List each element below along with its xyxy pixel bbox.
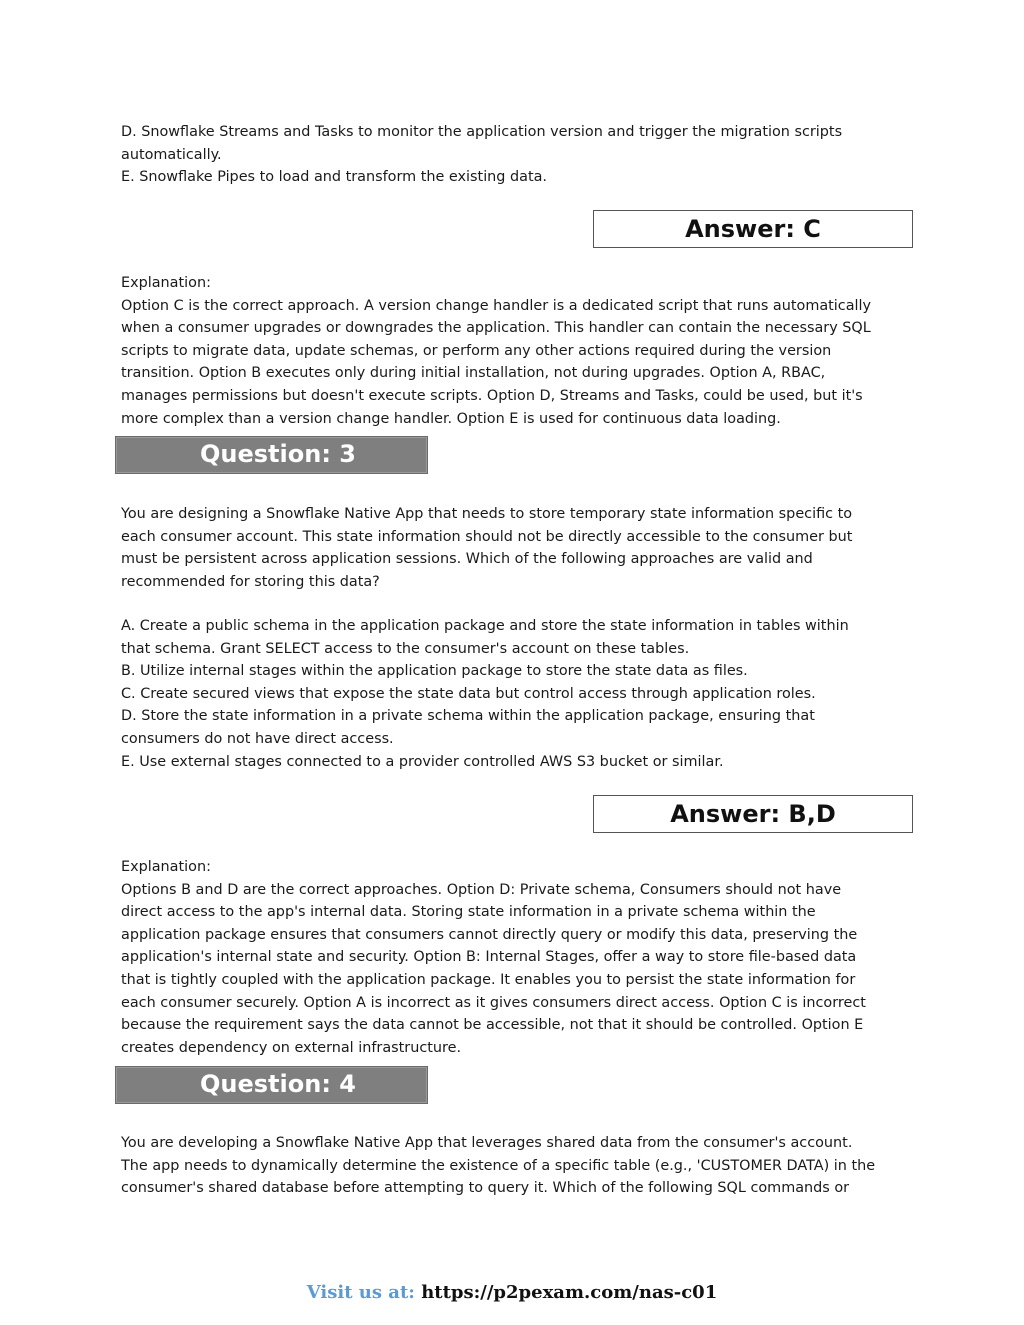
question-title: Question: 4 [200, 1070, 356, 1098]
explanation-line: Option C is the correct approach. A version change handler is a dedicated script that runs automatically [121, 297, 872, 314]
question-line: each consumer account. This state information should not be directly accessible to the consumer but [121, 528, 853, 545]
footer-label: Visit us at: [306, 1282, 415, 1303]
answer-text: Answer: B,D [670, 800, 836, 828]
explanation-label: Explanation: [121, 275, 211, 291]
explanation-1 [121, 272, 901, 430]
option-line: E. Snowflake Pipes to load and transform the existing data. [121, 169, 548, 186]
answer-box [593, 210, 913, 248]
explanation-line: when a consumer upgrades or downgrades the application. This handler can contain the necessary SQL [121, 320, 871, 337]
explanation-line: manages permissions but doesn't execute scripts. Option D, Streams and Tasks, could be used, but it's [121, 387, 863, 404]
question-line: The app needs to dynamically determine the existence of a specific table (e.g., 'CUSTOMER DATA) in the [121, 1157, 876, 1174]
explanation-line: application package ensures that consumers cannot directly query or modify this data, preserving the [121, 926, 858, 943]
question-banner [115, 436, 428, 474]
explanation-line: application's internal state and security. Option B: Internal Stages, offer a way to store file-based data [121, 949, 857, 966]
explanation-line: direct access to the app's internal data. Storing state information in a private schema within the [121, 904, 816, 921]
option-line: A. Create a public schema in the application package and store the state information in tables within [121, 618, 849, 634]
question-line: You are designing a Snowflake Native App that needs to store temporary state information specific to [121, 506, 853, 522]
question-4-text [121, 1132, 901, 1200]
option-line: E. Use external stages connected to a provider controlled AWS S3 bucket or similar. [121, 753, 724, 770]
previous-options [121, 121, 901, 189]
explanation-line: more complex than a version change handler. Option E is used for continuous data loading. [121, 410, 781, 427]
option-line: consumers do not have direct access. [121, 730, 394, 747]
question-line: must be persistent across application sessions. Which of the following approaches are valid and [121, 551, 813, 568]
explanation-2 [121, 856, 901, 1059]
option-line: D. Snowflake Streams and Tasks to monitor the application version and trigger the migration scripts [121, 124, 843, 140]
option-line: C. Create secured views that expose the state data but control access through application roles. [121, 685, 816, 702]
explanation-line: that is tightly coupled with the application package. It enables you to persist the state information for [121, 971, 856, 988]
question-line: You are developing a Snowflake Native App that leverages shared data from the consumer's account. [121, 1135, 853, 1151]
option-line: that schema. Grant SELECT access to the consumer's account on these tables. [121, 640, 690, 657]
explanation-label: Explanation: [121, 859, 211, 875]
explanation-line: each consumer securely. Option A is incorrect as it gives consumers direct access. Option C is incorrect [121, 994, 866, 1011]
question-line: consumer's shared database before attempting to query it. Which of the following SQL commands or [121, 1180, 850, 1197]
question-title: Question: 3 [200, 440, 356, 468]
explanation-line: scripts to migrate data, update schemas, or perform any other actions required during the version [121, 342, 832, 359]
explanation-line: transition. Option B executes only during initial installation, not during upgrades. Option A, RBAC, [121, 365, 826, 382]
explanation-line: creates dependency on external infrastructure. [121, 1039, 462, 1056]
answer-text: Answer: C [685, 215, 821, 243]
footer-link[interactable]: https://p2pexam.com/nas-c01 [421, 1282, 718, 1303]
option-line: D. Store the state information in a private schema within the application package, ensuring that [121, 708, 815, 725]
option-line: automatically. [121, 146, 222, 163]
page-footer [0, 1282, 1024, 1303]
answer-box [593, 795, 913, 833]
explanation-line: Options B and D are the correct approaches. Option D: Private schema, Consumers should not have [121, 881, 842, 898]
question-line: recommended for storing this data? [121, 573, 380, 590]
question-3-options [121, 615, 901, 773]
question-3-text [121, 503, 901, 593]
option-line: B. Utilize internal stages within the application package to store the state data as files. [121, 663, 748, 680]
question-banner [115, 1066, 428, 1104]
explanation-line: because the requirement says the data cannot be accessible, not that it should be controlled. Option E [121, 1017, 864, 1034]
